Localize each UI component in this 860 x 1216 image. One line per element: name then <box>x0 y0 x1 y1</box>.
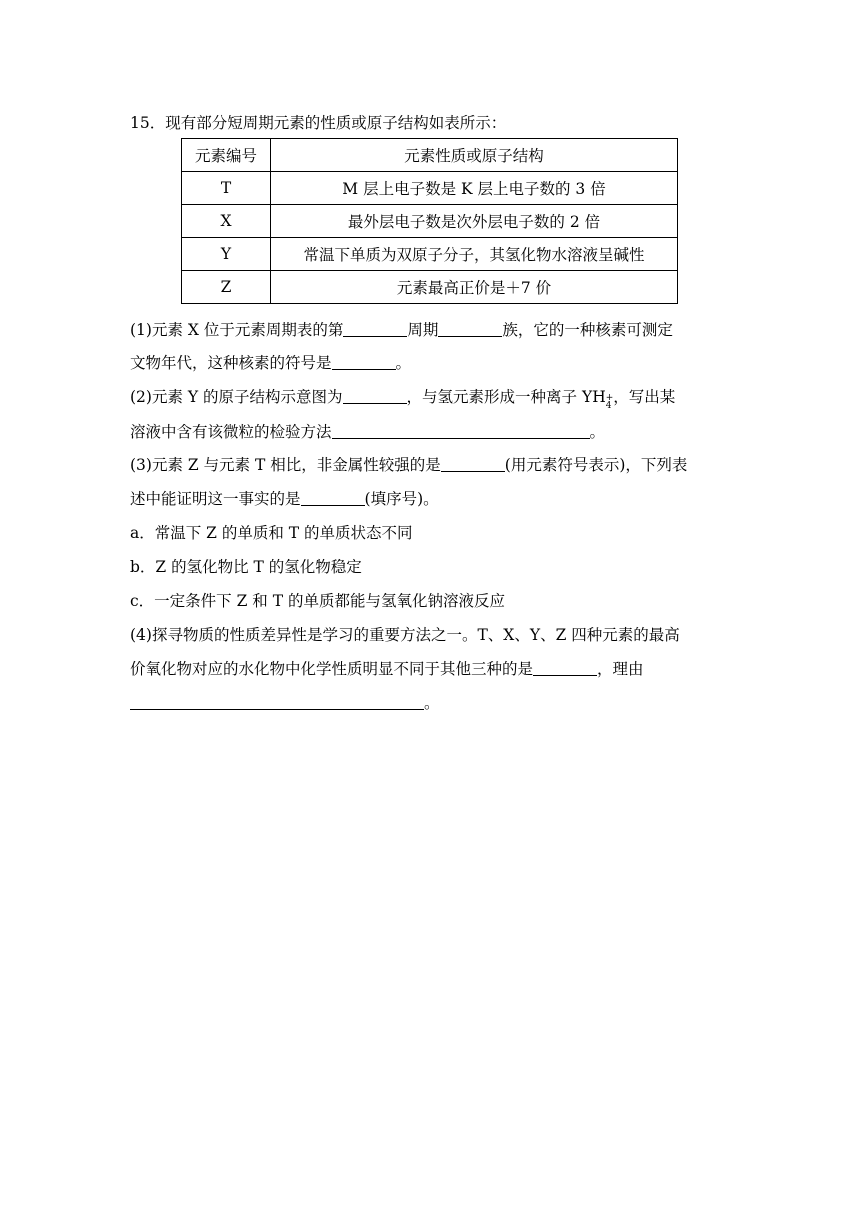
answer-blank-reason[interactable] <box>130 694 424 711</box>
part4-line1: (4)探寻物质的性质差异性是学习的重要方法之一。T、X、Y、Z 四种元素的最高 <box>130 626 680 644</box>
part2-text: 。 <box>589 423 606 441</box>
table-header-cell: 元素编号 <box>182 139 271 172</box>
part2-text: 溶液中含有该微粒的检验方法 <box>130 423 332 441</box>
table-header-cell: 元素性质或原子结构 <box>271 139 678 172</box>
table-cell-description: 最外层电子数是次外层电子数的 2 倍 <box>271 205 678 238</box>
part3-text: (填序号)。 <box>364 490 439 508</box>
part4-line2 <box>130 657 644 679</box>
part3-text: (3)元素 Z 与元素 T 相比，非金属性较强的是 <box>130 456 441 474</box>
part3-text: (用元素符号表示)，下列表 <box>504 456 688 474</box>
table-cell-description: 常温下单质为双原子分子，其氢化物水溶液呈碱性 <box>271 238 678 271</box>
ion-subscript: 4 <box>605 401 612 411</box>
part2-text: (2)元素 Y 的原子结构示意图为 <box>130 388 343 406</box>
part4-line3 <box>130 691 440 713</box>
part4-text: ，理由 <box>597 660 644 678</box>
part2-line2 <box>130 420 605 442</box>
part4-text: 。 <box>424 694 440 712</box>
table-cell-element: X <box>182 205 271 238</box>
part4-text: 价氧化物对应的水化物中化学性质明显不同于其他三种的是 <box>130 660 534 678</box>
part1-text: 周期 <box>407 321 439 339</box>
answer-blank-structure[interactable] <box>343 388 407 405</box>
part2-text: ，写出某 <box>613 388 676 406</box>
table-cell-element: T <box>182 172 271 205</box>
answer-blank-hydrate[interactable] <box>533 660 597 677</box>
ion-formula <box>406 388 614 411</box>
part1-text: 族，它的一种核素可测定 <box>502 321 673 339</box>
element-properties-table <box>181 138 678 304</box>
table-header-row <box>182 139 678 172</box>
option-b: b．Z 的氢化物比 T 的氢化物稳定 <box>130 558 362 576</box>
part1-text: 文物年代，这种核素的符号是 <box>130 354 332 372</box>
ion-charge: + <box>605 393 614 403</box>
option-c: c．一定条件下 Z 和 T 的单质都能与氢氧化钠溶液反应 <box>130 592 505 610</box>
answer-blank-group[interactable] <box>438 321 502 338</box>
table-row <box>182 271 678 304</box>
option-a: a．常温下 Z 的单质和 T 的单质状态不同 <box>130 524 413 542</box>
part1-line1 <box>130 318 673 340</box>
part1-text: (1)元素 X 位于元素周期表的第 <box>130 321 344 339</box>
part3-line1 <box>130 453 687 475</box>
part2-line1 <box>130 385 675 410</box>
part1-text: 。 <box>395 354 412 372</box>
answer-blank-element-symbol[interactable] <box>441 456 505 473</box>
answer-blank-period[interactable] <box>343 321 407 338</box>
question-heading <box>130 111 506 133</box>
table-row <box>182 172 678 205</box>
table-cell-description: 元素最高正价是＋7 价 <box>271 271 678 304</box>
table-cell-element: Y <box>182 238 271 271</box>
answer-blank-nuclide[interactable] <box>332 354 396 371</box>
part3-line2 <box>130 487 439 509</box>
part1-line2 <box>130 351 411 373</box>
question-number: 15． <box>130 114 166 132</box>
table-cell-description: M 层上电子数是 K 层上电子数的 3 倍 <box>271 172 678 205</box>
table-row <box>182 205 678 238</box>
part2-text: ，与氢元素形成一种离子 YH <box>406 388 606 406</box>
answer-blank-test-method[interactable] <box>332 423 590 440</box>
table-cell-element: Z <box>182 271 271 304</box>
question-intro: 现有部分短周期元素的性质或原子结构如表所示： <box>165 114 507 132</box>
part3-text: 述中能证明这一事实的是 <box>130 490 301 508</box>
answer-blank-option[interactable] <box>301 490 365 507</box>
table-row <box>182 238 678 271</box>
